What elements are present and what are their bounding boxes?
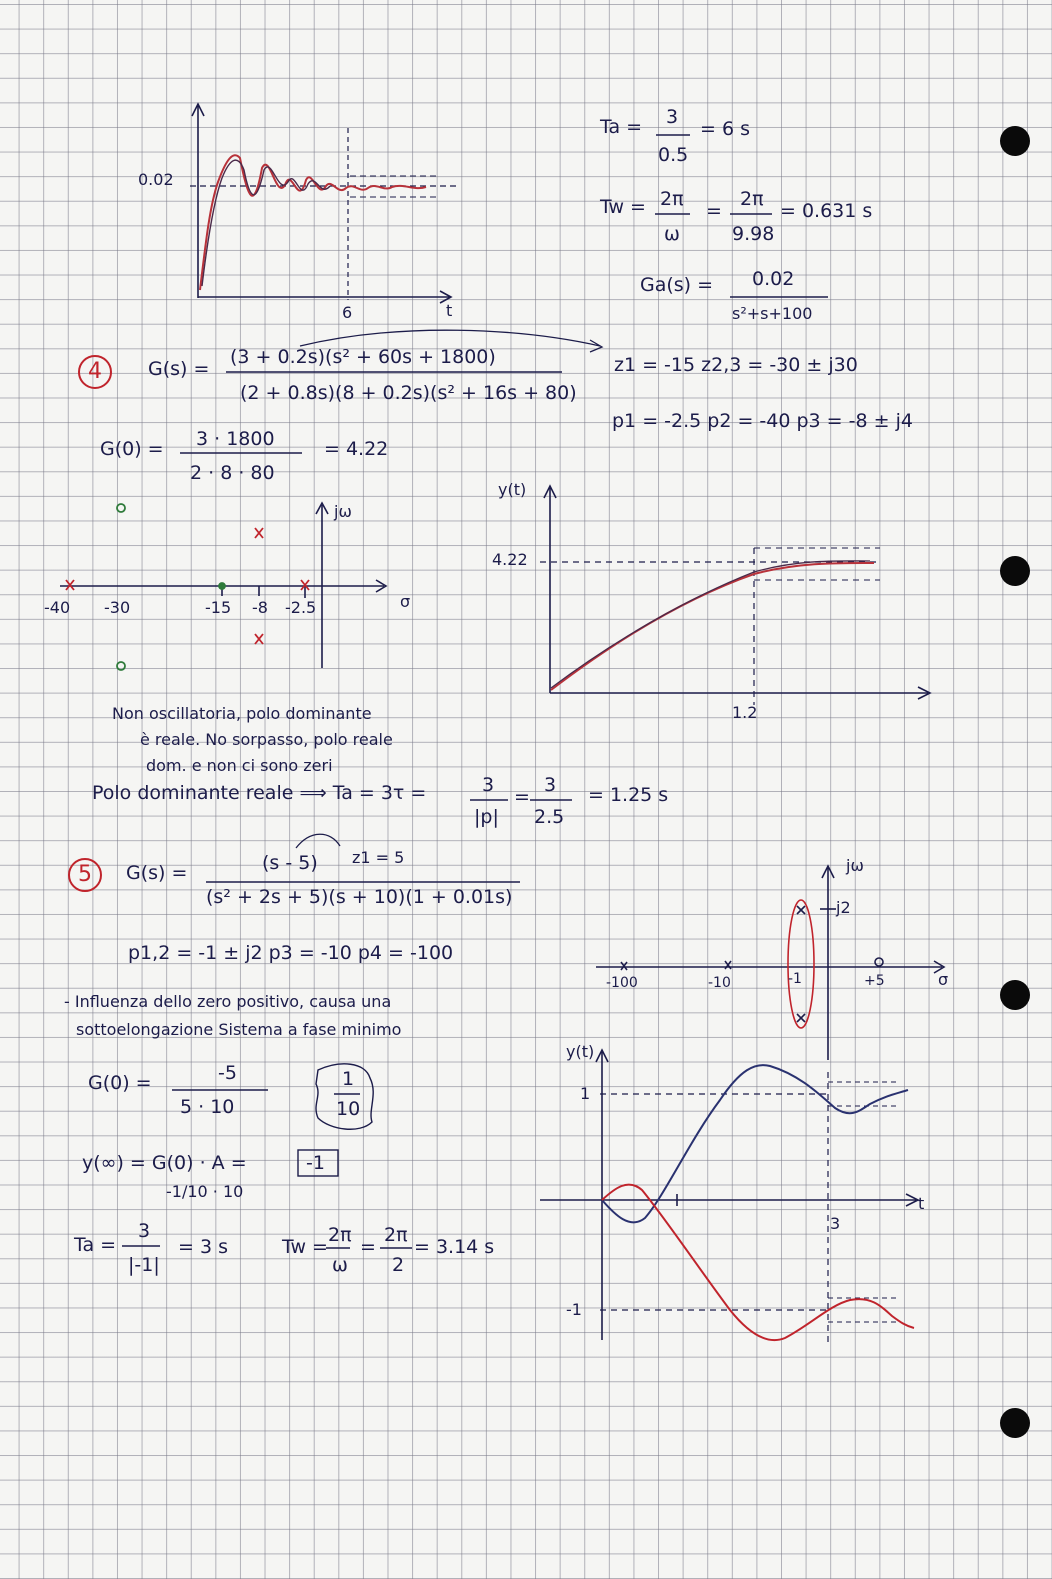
splane5-jw-label: jω <box>846 856 864 875</box>
pole-p2 <box>66 580 74 590</box>
pole-p1 <box>797 906 805 914</box>
pole-p3-down <box>255 634 263 644</box>
graph1-red-curve <box>200 155 426 290</box>
ex5-influence-2: sottoelongazione Sistema a fase minimo <box>76 1020 402 1039</box>
ex4-ta-num2: 3 <box>544 774 557 796</box>
tw-den: ω <box>664 223 680 245</box>
splane5-tick-5: +5 <box>864 973 885 989</box>
ga-num: 0.02 <box>752 268 795 290</box>
step4 <box>540 486 930 705</box>
zero-z2 <box>117 504 125 512</box>
graph1 <box>190 104 460 303</box>
step5-x-axis-label: t <box>918 1194 925 1213</box>
ex5-influence-1: - Influenza dello zero positivo, causa una <box>64 992 392 1011</box>
tw-num2: 2π <box>740 188 764 210</box>
ex4-g-num: (3 + 0.2s)(s² + 60s + 1800) <box>230 346 496 368</box>
ex4-note-3: dom. e non ci sono zeri <box>146 756 333 775</box>
ex5-tw-den: ω <box>332 1254 348 1276</box>
splane5-tick-1: -1 <box>788 971 802 987</box>
ex4-g-label: G(s) = <box>148 358 210 380</box>
ex4-g0-num: 3 · 1800 <box>196 428 275 450</box>
tw-num: 2π <box>660 188 684 210</box>
ex5-tw-result: = 3.14 s <box>414 1236 495 1258</box>
pole-p4 <box>621 962 627 970</box>
splane5-tick-100: -100 <box>606 975 638 991</box>
step5-y-pos: 1 <box>580 1084 591 1103</box>
step4-y-mark: 4.22 <box>492 550 528 569</box>
ta-result: = 6 s <box>700 118 750 140</box>
step5-red-curve <box>602 1185 914 1341</box>
ex5-g-den: (s² + 2s + 5)(s + 10)(1 + 0.01s) <box>206 886 513 908</box>
ex4-g0-result: = 4.22 <box>324 438 389 460</box>
ex5-g-label: G(s) = <box>126 862 188 884</box>
ex4-g0-den: 2 · 8 · 80 <box>190 462 275 484</box>
splane4-tick-40: -40 <box>44 598 71 617</box>
ex5-ta-label: Ta = <box>74 1234 117 1256</box>
splane5-j2-label: j2 <box>836 898 851 917</box>
graph1-x-axis-label: t <box>446 301 453 320</box>
ex4-ta-den1: |p| <box>474 806 499 828</box>
step5-x-mark: 3 <box>830 1214 841 1233</box>
ex5-tw-eq: = <box>360 1236 376 1258</box>
splane4-tick-8: -8 <box>252 598 268 617</box>
ex5-tw-num: 2π <box>328 1224 352 1246</box>
arrow-z1-note <box>296 834 340 848</box>
ex5-yinf: y(∞) = G(0) · A = <box>82 1152 247 1174</box>
ta-den: 0.5 <box>658 144 689 166</box>
step5-ylabel: y(t) <box>566 1042 595 1061</box>
ex5-ta-num: 3 <box>138 1220 151 1242</box>
ex4-ta-text: Polo dominante reale ⟹ Ta = 3τ = <box>92 782 427 804</box>
step4-curve <box>551 563 874 690</box>
splane4-sigma-label: σ <box>400 592 411 611</box>
tw-label: Tw = <box>600 196 646 218</box>
graph1-x-mark: 6 <box>342 303 353 322</box>
arrow-4-to-zeros <box>300 330 600 346</box>
ex5-tw-num2: 2π <box>384 1224 408 1246</box>
splane4-zeros <box>117 504 225 670</box>
splane4-tick-2-5: -2.5 <box>285 598 317 617</box>
splane5 <box>596 866 944 1060</box>
ex4-ta-num1: 3 <box>482 774 495 796</box>
ex4-g0-label: G(0) = <box>100 438 164 460</box>
step4-x-mark: 1.2 <box>732 703 758 722</box>
zero-z1 <box>875 958 883 966</box>
exercise-4-number: 4 <box>78 355 112 389</box>
zero-z1 <box>219 583 225 589</box>
tw-eq: = <box>706 200 722 222</box>
tw-den2: 9.98 <box>732 223 775 245</box>
splane4-jw-label: jω <box>334 502 352 521</box>
tw-result: = 0.631 s <box>780 200 873 222</box>
ex5-z-note: z1 = 5 <box>352 848 405 867</box>
step4-ylabel: y(t) <box>498 480 527 499</box>
ga-den: s²+s+100 <box>732 304 813 323</box>
ex5-poles: p1,2 = -1 ± j2 p3 = -10 p4 = -100 <box>128 942 454 964</box>
ex5-g0-res-num: 1 <box>342 1068 355 1090</box>
ex5-tw-label: Tw = <box>282 1236 328 1258</box>
ex5-ta-den: |-1| <box>128 1254 160 1276</box>
splane5-tick-10: -10 <box>708 975 731 991</box>
ex5-yinf-result: -1 <box>306 1152 325 1174</box>
ex5-ta-result: = 3 s <box>178 1236 228 1258</box>
ex5-g0-den: 5 · 10 <box>180 1096 235 1118</box>
graph1-y-mark: 0.02 <box>138 170 174 189</box>
ex4-poles: p1 = -2.5 p2 = -40 p3 = -8 ± j4 <box>612 410 913 432</box>
ex5-g0-res-den: 10 <box>336 1098 361 1120</box>
splane5-sigma-label: σ <box>938 970 949 989</box>
ex5-tw-den2: 2 <box>392 1254 405 1276</box>
pole-p2 <box>797 1014 805 1022</box>
ex4-zeros: z1 = -15 z2,3 = -30 ± j30 <box>614 354 858 376</box>
ta-num: 3 <box>666 106 679 128</box>
ex4-g-den: (2 + 0.8s)(8 + 0.2s)(s² + 16s + 80) <box>240 382 577 404</box>
ex5-g0-label: G(0) = <box>88 1072 152 1094</box>
step5-y-neg: -1 <box>566 1300 582 1319</box>
ta-label: Ta = <box>600 116 643 138</box>
ex4-ta-eq: = <box>514 786 530 808</box>
ex4-ta-result: = 1.25 s <box>588 784 669 806</box>
pole-p3-up <box>255 528 263 538</box>
splane4-tick-15: -15 <box>205 598 232 617</box>
dominant-poles-circle <box>788 900 814 1028</box>
ex4-note-1: Non oscillatoria, polo dominante <box>112 704 372 723</box>
splane4-tick-30: -30 <box>104 598 131 617</box>
exercise-5-number: 5 <box>68 858 102 892</box>
ex5-g0-num: -5 <box>218 1062 237 1084</box>
ex5-g-num: (s - 5) <box>262 852 318 874</box>
ex4-ta-den2: 2.5 <box>534 806 565 828</box>
ex4-note-2: è reale. No sorpasso, polo reale <box>140 730 393 749</box>
ga-label: Ga(s) = <box>640 274 714 296</box>
splane5-poles <box>621 906 805 1022</box>
zero-z3 <box>117 662 125 670</box>
ex5-yinf-sub: -1/10 · 10 <box>166 1182 244 1201</box>
